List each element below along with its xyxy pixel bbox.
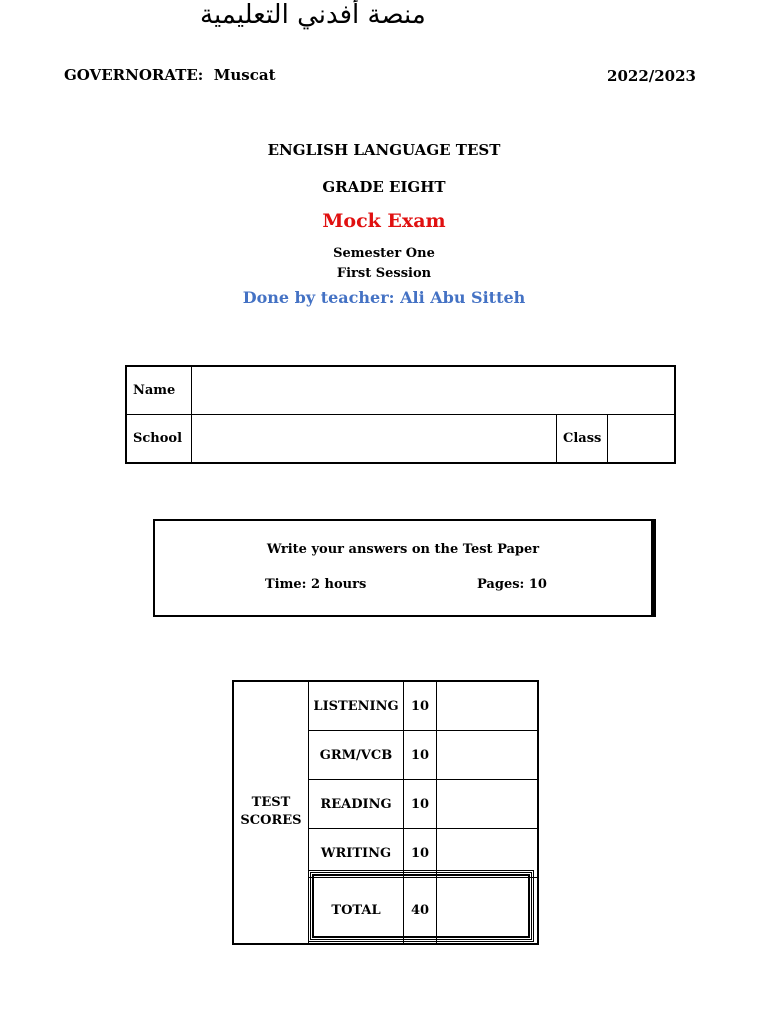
semester-label: Semester One bbox=[333, 246, 435, 261]
score-grammar-vocab-field[interactable] bbox=[437, 731, 539, 780]
student-info-table bbox=[125, 365, 676, 464]
class-label: Class bbox=[557, 415, 608, 464]
instructions-box bbox=[153, 519, 653, 617]
total-highlight-frame bbox=[308, 870, 534, 942]
section-writing: WRITING bbox=[309, 829, 404, 878]
test-scores-label: TEST SCORES bbox=[233, 681, 309, 944]
max-grammar-vocab: 10 bbox=[404, 731, 437, 780]
grade-title: GRADE EIGHT bbox=[322, 178, 446, 196]
governorate-label: GOVERNORATE: Muscat bbox=[64, 66, 276, 84]
test-title: ENGLISH LANGUAGE TEST bbox=[267, 141, 501, 159]
exam-type: Mock Exam bbox=[322, 210, 446, 232]
academic-year: 2022/2023 bbox=[607, 67, 696, 85]
school-label: School bbox=[126, 415, 192, 464]
name-label: Name bbox=[126, 366, 192, 415]
score-listening-field[interactable] bbox=[437, 681, 539, 731]
name-field[interactable] bbox=[192, 366, 676, 415]
section-grammar-vocab: GRM/VCB bbox=[309, 731, 404, 780]
section-listening: LISTENING bbox=[309, 681, 404, 731]
max-reading: 10 bbox=[404, 780, 437, 829]
session-label: First Session bbox=[336, 266, 432, 281]
score-reading-field[interactable] bbox=[437, 780, 539, 829]
school-field[interactable] bbox=[192, 415, 557, 464]
pages-label: Pages: 10 bbox=[477, 577, 547, 592]
author-label: Done by teacher: Ali Abu Sitteh bbox=[242, 288, 526, 307]
max-writing: 10 bbox=[404, 829, 437, 878]
total-max: 40 bbox=[404, 878, 437, 944]
platform-arabic-header: منصة أفدني التعليمية bbox=[200, 0, 426, 30]
time-label: Time: 2 hours bbox=[265, 577, 367, 592]
class-field[interactable] bbox=[608, 415, 675, 464]
max-listening: 10 bbox=[404, 681, 437, 731]
instructions-text: Write your answers on the Test Paper bbox=[266, 542, 540, 557]
total-label: TOTAL bbox=[309, 878, 404, 944]
section-reading: READING bbox=[309, 780, 404, 829]
